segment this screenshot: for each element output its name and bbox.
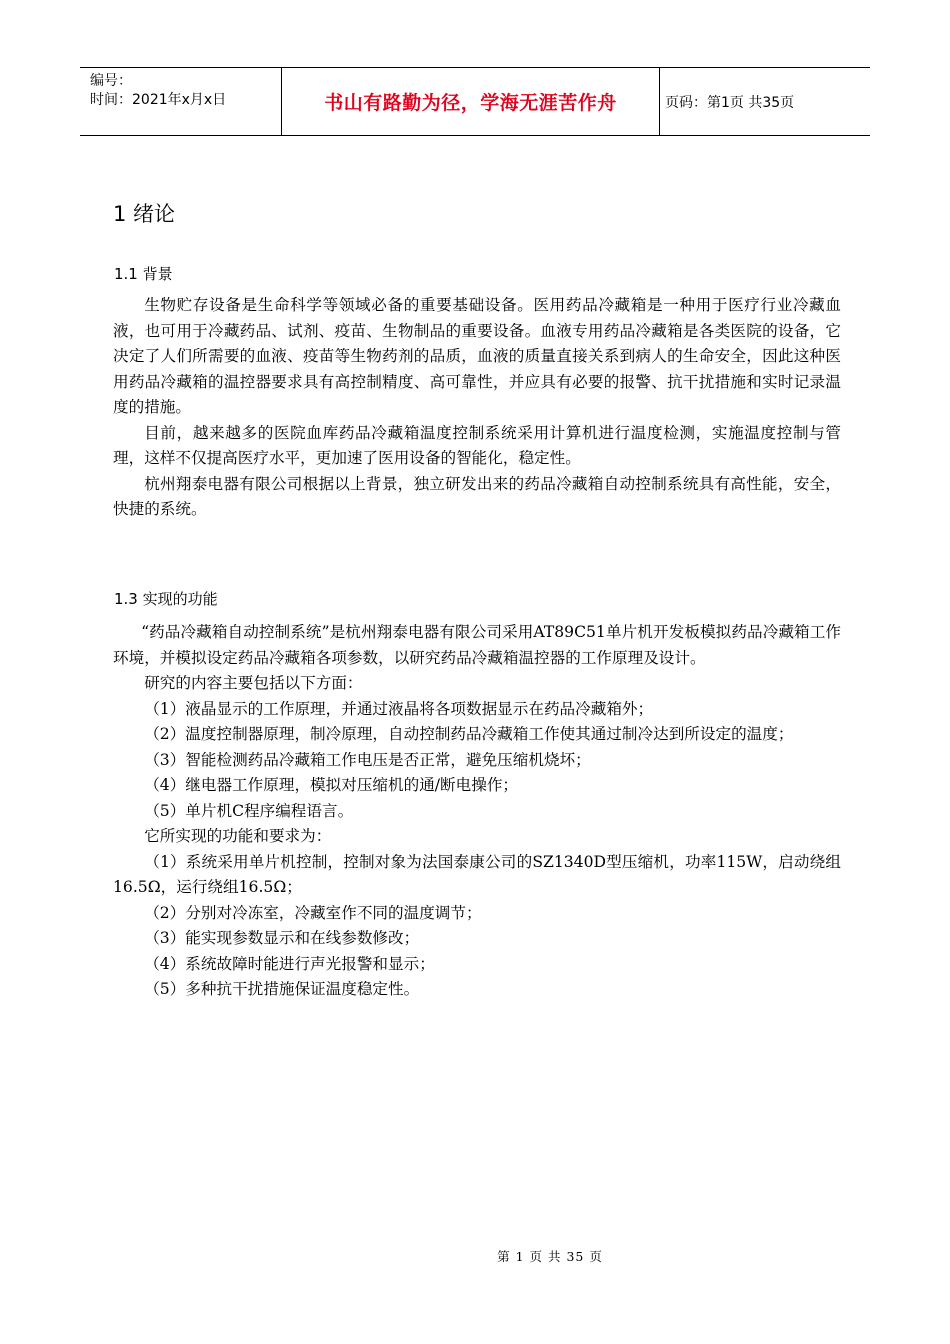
- list-item: （5）多种抗干扰措施保证温度稳定性。: [144, 980, 420, 998]
- header-motto: 书山有路勤为径，学海无涯苦作舟: [282, 68, 660, 135]
- paragraph: “药品冷藏箱自动控制系统”是杭州翔泰电器有限公司采用AT89C51单片机开发板模拟药品冷藏箱工作环境，并模拟设定药品冷藏箱各项参数，以研究药品冷藏箱温控器的工作原理及设计。: [113, 623, 841, 667]
- list-item: （5）单片机C程序编程语言。: [144, 801, 354, 820]
- list-item: （2）温度控制器原理，制冷原理，自动控制药品冷藏箱工作使其通过制冷达到所设定的温度；: [144, 725, 794, 743]
- paragraph: 杭州翔泰电器有限公司根据以上背景，独立研发出来的药品冷藏箱自动控制系统具有高性能，安全，快捷的系统。: [113, 474, 841, 518]
- section-1-1-body: [113, 293, 841, 523]
- chapter-title: 1 绪论: [113, 202, 176, 226]
- document-header: [80, 67, 870, 136]
- list-item: （4）继电器工作原理，模拟对压缩机的通/断电操作；: [144, 776, 519, 794]
- paragraph: 它所实现的功能和要求为：: [144, 827, 332, 845]
- header-page-info: 页码：第1页 共35页: [665, 94, 795, 111]
- time-label: 时间：2021年x月x日: [90, 92, 227, 108]
- list-item: （3）智能检测药品冷藏箱工作电压是否正常，避免压缩机烧坏；: [144, 750, 591, 769]
- section-1-3-body: [113, 620, 841, 1003]
- section-1-1-title: 1.1 背景: [114, 265, 173, 283]
- section-1-3-title: 1.3 实现的功能: [114, 590, 218, 608]
- paragraph: 研究的内容主要包括以下方面：: [144, 674, 363, 692]
- paragraph: 目前，越来越多的医院血库药品冷藏箱温度控制系统采用计算机进行温度检测，实施温度控制与管理，这样不仅提高医疗水平，更加速了医用设备的智能化，稳定性。: [113, 423, 841, 467]
- list-item: （1）系统采用单片机控制，控制对象为法国泰康公司的SZ1340D型压缩机，功率115W，启动绕组16.5Ω，运行绕组16.5Ω；: [113, 852, 841, 896]
- header-meta-cell: [80, 68, 282, 135]
- number-label: 编号：: [90, 73, 132, 89]
- list-item: （2）分别对冷冻室，冷藏室作不同的温度调节；: [144, 903, 482, 922]
- paragraph: 生物贮存设备是生命科学等领域必备的重要基础设备。医用药品冷藏箱是一种用于医疗行业冷藏血液，也可用于冷藏药品、试剂、疫苗、生物制品的重要设备。血液专用药品冷藏箱是各类医院的设备，它决定了人们所需要的血液、疫苗等生物药剂的品质，血液的质量直接关系到病人的生命安全，因此这种医用药品冷藏箱的温控器要求具有高控制精度、高可靠性，并应具有必要的报警、抗干扰措施和实时记录温度的措施。: [113, 296, 841, 416]
- page-footer: 第 1 页 共 35 页: [497, 1249, 603, 1264]
- list-item: （4）系统故障时能进行声光报警和显示；: [144, 954, 435, 973]
- list-item: （1）液晶显示的工作原理，并通过液晶将各项数据显示在药品冷藏箱外；: [144, 699, 654, 718]
- list-item: （3）能实现参数显示和在线参数修改；: [144, 929, 420, 947]
